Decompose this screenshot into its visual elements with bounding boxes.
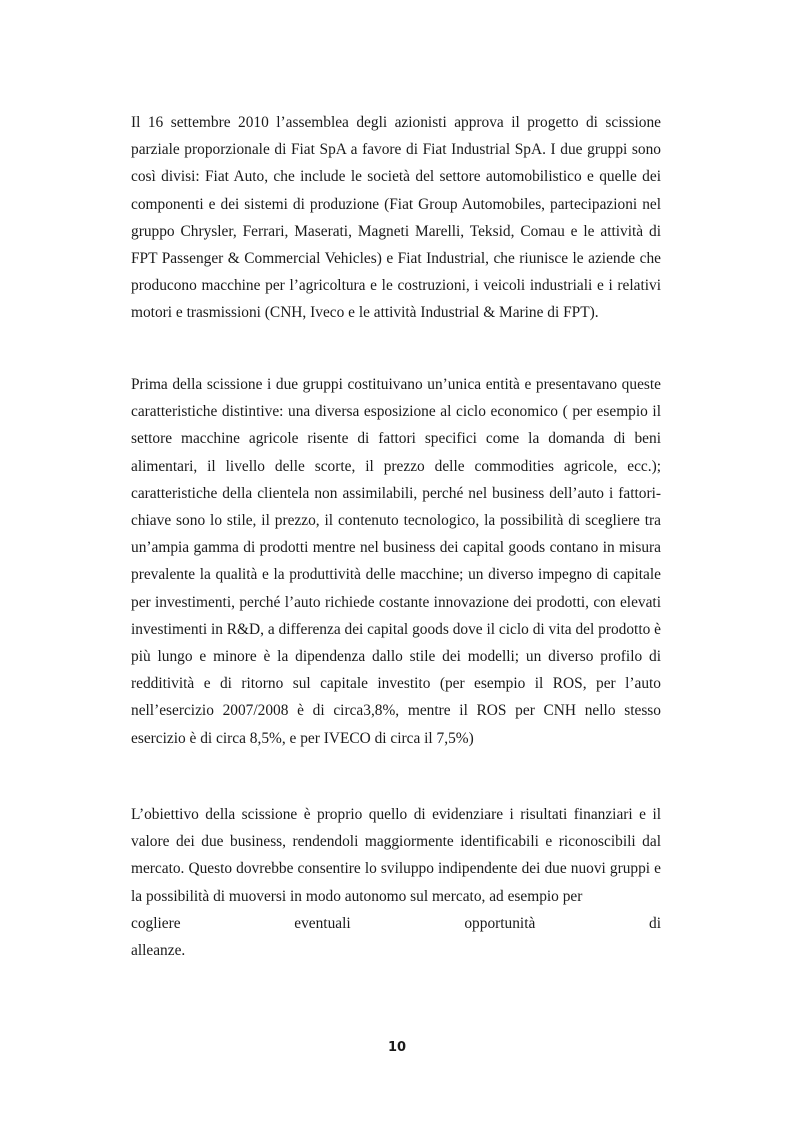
paragraph-3-text: L’obiettivo della scissione è proprio quello di evidenziare i risultati finanziari e il valore dei due business, rendendoli maggiormente identificabili e riconoscibili dal mercato. Questo dovrebbe consentire lo sviluppo indipendente dei due nuovi gruppi e la possibilità di muoversi in modo autonomo sul mercato, ad esempio per: [131, 806, 661, 905]
paragraph-3: [131, 801, 661, 964]
paragraph-3-justified-line: cogliere eventuali opportunità di: [131, 914, 661, 932]
paragraph-1: [131, 109, 661, 327]
paragraph-2-text: Prima della scissione i due gruppi costituivano un’unica entità e presentavano queste caratteristiche distintive: una diversa esposizione al ciclo economico ( per esempio il settore macchine agricole risente di fattori specifici come la domanda di beni alimentari, il livello delle scorte, il prezzo delle commodities agricole, ecc.); caratteristiche della clientela non assimilabili, perché nel business dell’auto i fattori-chiave sono lo stile, il prezzo, il contenuto tecnologico, la possibilità di scegliere tra un’ampia gamma di prodotti mentre nel business dei capital goods contano in misura prevalente la qualità e la produttività delle macchine; un diverso impegno di capitale per investimenti, perché l’auto richiede costante innovazione dei prodotti, con elevati investimenti in R&D, a differenza dei capital goods dove il ciclo di vita del prodotto è più lungo e minore è la dipendenza dallo stile dei modelli; un diverso profilo di redditività e di ritorno sul capitale investito (per esempio il ROS, per l’auto nell’esercizio 2007/2008 è di circa3,8%, mentre il ROS per CNH nello stesso esercizio è di circa 8,5%, e per IVECO di circa il 7,5%): [131, 376, 661, 747]
paragraph-2: [131, 371, 661, 752]
page-number: 10: [387, 1040, 407, 1055]
paragraph-3-tail: alleanze.: [131, 942, 186, 960]
paragraph-1-text: Il 16 settembre 2010 l’assemblea degli azionisti approva il progetto di scissione parziale proporzionale di Fiat SpA a favore di Fiat Industrial SpA. I due gruppi sono così divisi: Fiat Auto, che include le società del settore automobilistico e quelle dei componenti e dei sistemi di produzione (Fiat Group Automobiles, partecipazioni nel gruppo Chrysler, Ferrari, Maserati, Magneti Marelli, Teksid, Comau e le attività di FPT Passenger & Commercial Vehicles) e Fiat Industrial, che riunisce le aziende che producono macchine per l’agricoltura e le costruzioni, i veicoli industriali e i relativi motori e trasmissioni (CNH, Iveco e le attività Industrial & Marine di FPT).: [131, 114, 661, 322]
